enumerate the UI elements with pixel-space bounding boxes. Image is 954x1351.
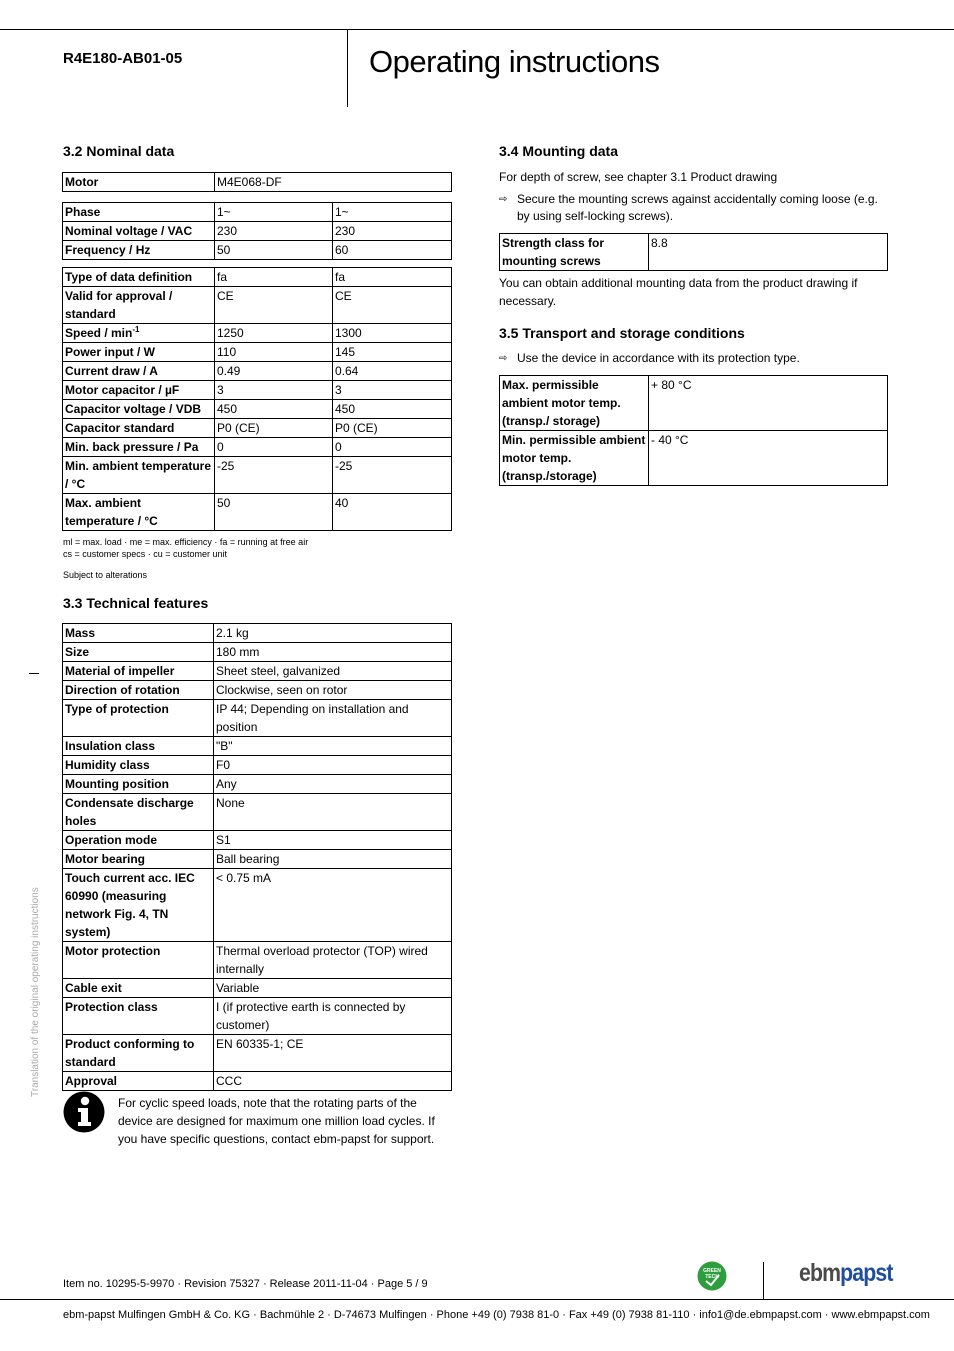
row-label: Valid for approval / standard: [63, 287, 215, 324]
row-value: Clockwise, seen on rotor: [214, 681, 452, 700]
transport-bullet-text: Use the device in accordance with its protection type.: [517, 351, 800, 365]
header-rule-top: [0, 29, 954, 30]
row-label: Type of data definition: [63, 268, 215, 287]
logo-part-ebm: ebm: [799, 1259, 841, 1287]
electrical-table: [62, 202, 452, 260]
table-row: [63, 457, 452, 494]
info-icon: [63, 1091, 105, 1133]
table-row: [63, 241, 452, 260]
row-label: Motor capacitor / µF: [63, 381, 215, 400]
section-heading-transport: 3.5 Transport and storage conditions: [499, 325, 745, 341]
row-value-60hz: fa: [333, 268, 452, 287]
mounting-intro: For depth of screw, see chapter 3.1 Product drawing: [499, 170, 778, 184]
table-row: [63, 287, 452, 324]
row-value-60hz: 450: [333, 400, 452, 419]
row-value-50hz: 50: [215, 241, 333, 260]
row-label: Humidity class: [63, 756, 214, 775]
table-row: [63, 850, 452, 869]
row-label: Frequency / Hz: [63, 241, 215, 260]
row-label-text: Speed / min: [65, 326, 133, 340]
fold-mark: [29, 673, 39, 674]
table-row: [63, 998, 452, 1035]
row-value: 2.1 kg: [214, 624, 452, 643]
row-label: Min. permissible ambient motor temp. (transp./storage): [500, 431, 649, 486]
table-row: [63, 942, 452, 979]
row-value-50hz: 230: [215, 222, 333, 241]
footer-divider: [763, 1262, 764, 1299]
transport-bullet: [499, 350, 889, 367]
header-divider: [347, 29, 348, 107]
row-label: [63, 324, 215, 343]
row-label: Nominal voltage / VAC: [63, 222, 215, 241]
table-row: [63, 203, 452, 222]
row-label: Min. ambient temperature / °C: [63, 457, 215, 494]
row-value: CCC: [214, 1072, 452, 1091]
row-value-50hz: 1250: [215, 324, 333, 343]
mounting-bullet-text: Secure the mounting screws against accidentally coming loose (e.g. by using self-locking screws).: [517, 192, 878, 223]
row-value: - 40 °C: [649, 431, 888, 486]
mounting-outro: You can obtain additional mounting data from the product drawing if necessary.: [499, 276, 858, 308]
row-label: Current draw / A: [63, 362, 215, 381]
row-label: Mass: [63, 624, 214, 643]
row-value-60hz: 145: [333, 343, 452, 362]
row-value: Variable: [214, 979, 452, 998]
table-row: [63, 681, 452, 700]
footer-rule: [0, 1299, 954, 1300]
row-label: Capacitor voltage / VDB: [63, 400, 215, 419]
side-note: Translation of the original operating instructions: [30, 887, 41, 1097]
row-value-60hz: 1300: [333, 324, 452, 343]
row-value-60hz: 0.64: [333, 362, 452, 381]
table-row: [500, 234, 888, 271]
row-value-60hz: 60: [333, 241, 452, 260]
table-row: [63, 737, 452, 756]
table-row: [63, 222, 452, 241]
row-label: Direction of rotation: [63, 681, 214, 700]
row-value-50hz: 0: [215, 438, 333, 457]
transport-table: [499, 375, 888, 486]
table-row: [63, 624, 452, 643]
model-number: R4E180-AB01-05: [63, 50, 183, 67]
arrow-right-icon: ⇨: [499, 353, 508, 364]
arrow-right-icon: ⇨: [499, 194, 508, 205]
mounting-bullet: [499, 191, 889, 225]
table-row: [63, 419, 452, 438]
table-row: [63, 268, 452, 287]
row-value-60hz: P0 (CE): [333, 419, 452, 438]
subject-to-alterations: Subject to alterations: [63, 570, 148, 580]
row-label: Protection class: [63, 998, 214, 1035]
row-label: Material of impeller: [63, 662, 214, 681]
row-value: Thermal overload protector (TOP) wired internally: [214, 942, 452, 979]
table-row: [63, 362, 452, 381]
row-value-50hz: CE: [215, 287, 333, 324]
company-logo: [799, 1259, 893, 1288]
row-value-60hz: 0: [333, 438, 452, 457]
row-label: Operation mode: [63, 831, 214, 850]
table-row: [63, 438, 452, 457]
motor-value: M4E068-DF: [215, 173, 452, 192]
row-value-60hz: 1~: [333, 203, 452, 222]
row-label: Power input / W: [63, 343, 215, 362]
row-label: Motor bearing: [63, 850, 214, 869]
row-value: EN 60335-1; CE: [214, 1035, 452, 1072]
section-heading-mounting: 3.4 Mounting data: [499, 143, 618, 159]
row-label: Touch current acc. IEC 60990 (measuring network Fig. 4, TN system): [63, 869, 214, 942]
footnote-abbreviations-1: ml = max. load · me = max. efficiency · fa = running at free air: [63, 537, 309, 547]
badge-text-top: GREEN: [703, 1268, 721, 1274]
row-label: Mounting position: [63, 775, 214, 794]
row-value: + 80 °C: [649, 376, 888, 431]
row-label: Strength class for mounting screws: [500, 234, 649, 271]
row-value: S1: [214, 831, 452, 850]
table-row: [63, 662, 452, 681]
table-row: [63, 1072, 452, 1091]
row-label: Cable exit: [63, 979, 214, 998]
row-value: None: [214, 794, 452, 831]
section-heading-nominal: 3.2 Nominal data: [63, 143, 175, 159]
table-row: [500, 376, 888, 431]
table-row: [63, 869, 452, 942]
row-label: Max. permissible ambient motor temp. (transp./ storage): [500, 376, 649, 431]
row-value-50hz: fa: [215, 268, 333, 287]
row-value: 8.8: [649, 234, 888, 271]
row-label: Phase: [63, 203, 215, 222]
table-row: [63, 173, 452, 192]
row-label: Motor protection: [63, 942, 214, 979]
row-value: F0: [214, 756, 452, 775]
row-value-60hz: 230: [333, 222, 452, 241]
row-value: 180 mm: [214, 643, 452, 662]
row-value-60hz: -25: [333, 457, 452, 494]
table-row: [63, 756, 452, 775]
row-label: Max. ambient temperature / °C: [63, 494, 215, 531]
row-value-60hz: CE: [333, 287, 452, 324]
company-address: ebm-papst Mulfingen GmbH & Co. KG · Bachmühle 2 · D-74673 Mulfingen · Phone +49 (0) 7938 81-0 · Fax +49 (0) 7938 81-110 · info1@de.ebmpapst.com · www.ebmpapst.com: [63, 1309, 930, 1321]
motor-table: [62, 172, 452, 192]
row-value: IP 44; Depending on installation and position: [214, 700, 452, 737]
row-value: I (if protective earth is connected by customer): [214, 998, 452, 1035]
row-value: Any: [214, 775, 452, 794]
row-label: Condensate discharge holes: [63, 794, 214, 831]
technical-table: [62, 623, 452, 1091]
row-label: Insulation class: [63, 737, 214, 756]
row-label: Capacitor standard: [63, 419, 215, 438]
item-info: Item no. 10295-5-9970 · Revision 75327 · Release 2011-11-04 · Page 5 / 9: [63, 1278, 428, 1290]
row-value-50hz: 450: [215, 400, 333, 419]
page-title: Operating instructions: [369, 44, 660, 79]
logo-part-papst: papst: [840, 1259, 893, 1287]
footnote-abbreviations-2: cs = customer specs · cu = customer unit: [63, 549, 228, 559]
row-value-50hz: 110: [215, 343, 333, 362]
row-value-50hz: 0.49: [215, 362, 333, 381]
row-value-50hz: 50: [215, 494, 333, 531]
row-value: Ball bearing: [214, 850, 452, 869]
table-row: [63, 494, 452, 531]
row-label: Approval: [63, 1072, 214, 1091]
row-label: Product conforming to standard: [63, 1035, 214, 1072]
mounting-table: [499, 233, 888, 271]
row-value-60hz: 3: [333, 381, 452, 400]
table-row: [63, 400, 452, 419]
section-heading-technical: 3.3 Technical features: [63, 595, 209, 611]
info-note: For cyclic speed loads, note that the rotating parts of the device are designed for maximum one million load cycles. If you have specific questions, contact ebm-papst for support.: [118, 1096, 435, 1146]
row-value-50hz: -25: [215, 457, 333, 494]
table-row: [63, 979, 452, 998]
row-value-50hz: P0 (CE): [215, 419, 333, 438]
row-value-50hz: 1~: [215, 203, 333, 222]
table-row: [63, 643, 452, 662]
row-value-50hz: 3: [215, 381, 333, 400]
row-value: < 0.75 mA: [214, 869, 452, 942]
table-row: [63, 324, 452, 343]
row-label: Type of protection: [63, 700, 214, 737]
table-row: [63, 775, 452, 794]
row-label: Size: [63, 643, 214, 662]
table-row: [63, 1035, 452, 1072]
table-row: [63, 381, 452, 400]
table-row: [63, 794, 452, 831]
badge-text-bottom: TECH: [705, 1274, 719, 1280]
greentech-badge: [697, 1261, 727, 1291]
row-label-superscript: -1: [132, 325, 140, 334]
operating-data-table: [62, 267, 452, 531]
row-label: Min. back pressure / Pa: [63, 438, 215, 457]
table-row: [500, 431, 888, 486]
row-value: "B": [214, 737, 452, 756]
table-row: [63, 700, 452, 737]
row-value: Sheet steel, galvanized: [214, 662, 452, 681]
motor-label: Motor: [63, 173, 215, 192]
table-row: [63, 831, 452, 850]
table-row: [63, 343, 452, 362]
row-value-60hz: 40: [333, 494, 452, 531]
